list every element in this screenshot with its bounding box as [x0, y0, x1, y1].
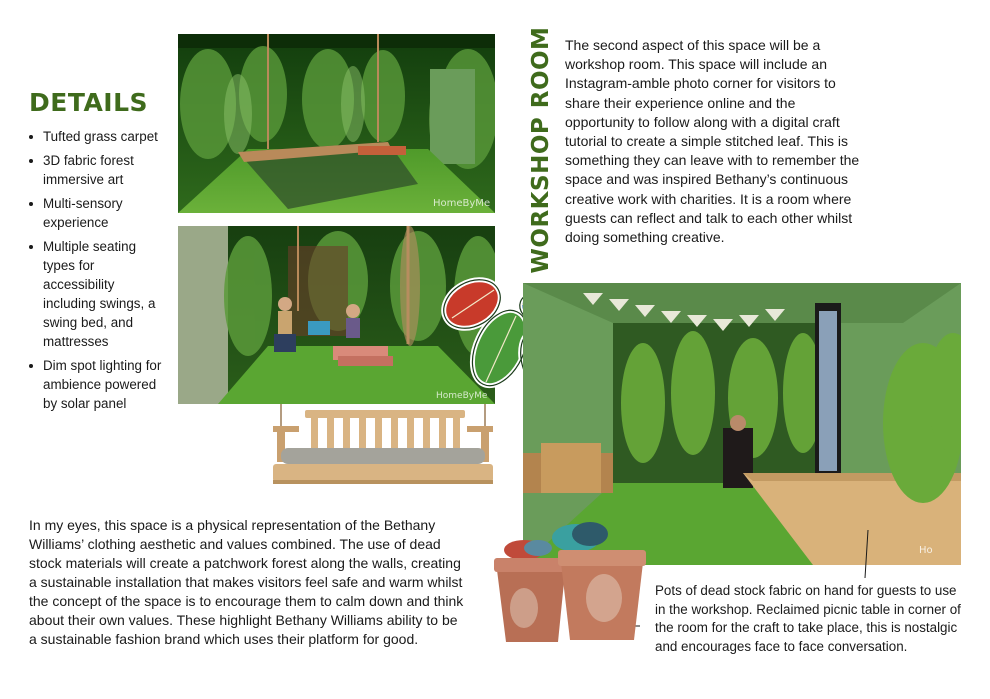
pots-caption: Pots of dead stock fabric on hand for guests to use in the workshop. Reclaimed picnic table in corner of the room for the craft to take place, this is nostalgic and encourages face to face conversation.: [655, 583, 961, 654]
details-item: Multi-sensory experience: [28, 194, 168, 232]
workshop-description: The second aspect of this space will be a workshop room. This space will include an Instagram-amble photo corner for visitors to share their experience online and the opportunity to follow along with a digital craft tutorial to create a simple stitched leaf. This is something they can leave with to remember the space and was inspired Bethany’s continuous creative work with charities. It is a room where guests can reflect and talk to each other whilst doing something creative.: [565, 37, 860, 246]
watermark: HomeByMe: [433, 198, 491, 209]
details-item: Multiple seating types for accessibility including swings, a swing bed, and mattresses: [28, 237, 168, 351]
workshop-room-heading-text: WORKSHOP ROOM: [528, 26, 554, 274]
watermark: Ho: [919, 545, 933, 556]
details-list: [28, 127, 168, 418]
workshop-room-heading: [528, 26, 554, 274]
fabric-pots-image: [494, 518, 654, 648]
details-heading: DETAILS: [29, 88, 149, 117]
details-item: Tufted grass carpet: [28, 127, 168, 146]
details-item: Dim spot lighting for ambience powered by solar panel: [28, 356, 168, 413]
wooden-swing-image: [267, 404, 499, 492]
forest-room-render-1: [178, 34, 495, 213]
concept-description: In my eyes, this space is a physical representation of the Bethany Williams’ clothing aesthetic and values combined. The use of dead stock materials will create a patchwork forest along the walls, creating a sustainable installation that makes visitors feel safe and warm whilst the concept of the space is to encourage them to calm down and think about their own values. These highlight Bethany Williams ability to be a sustainable fashion brand which uses their platform for good.: [29, 517, 464, 647]
details-item: 3D fabric forest immersive art: [28, 151, 168, 189]
watermark: HomeByMe: [436, 391, 488, 401]
